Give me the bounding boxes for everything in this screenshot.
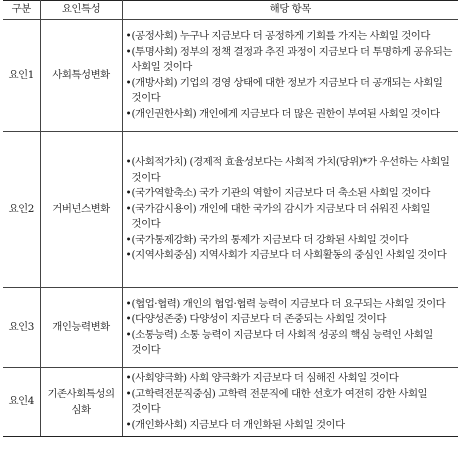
- factor-items: [122, 368, 458, 437]
- factor-items: [122, 20, 458, 132]
- item-text: (사회적가치) (경제적 효율성보다는 사회적 가치(당위)*가 우선하는 사회일 것이다: [131, 156, 450, 184]
- item-text: (국가역할축소) 국가 기관의 역할이 지금보다 더 축소된 사회일 것이다: [131, 187, 430, 200]
- item-text: (개인권한사회) 개인에게 지금보다 더 많은 권한이 부여된 사회일 것이다: [131, 107, 440, 120]
- table-row: [3, 132, 458, 288]
- factor-id: 요인2: [3, 132, 40, 288]
- list-item: [126, 312, 457, 328]
- item-text: (협업·협력) 개인의 협업·협력 능력이 지금보다 더 요구되는 사회일 것이다: [131, 297, 446, 310]
- bullet-icon: •: [125, 249, 132, 262]
- factor-id: 요인4: [3, 368, 40, 437]
- factor-id: 요인1: [3, 20, 40, 132]
- item-text: (개방사회) 기업의 경영 상태에 대한 정보가 지금보다 더 공개되는 사회일 것이다: [131, 76, 443, 104]
- list-item: [126, 328, 457, 359]
- bullet-icon: •: [125, 107, 132, 120]
- item-text: (투명사회) 정부의 정책 결정과 추진 과정이 지금보다 더 투명하게 공유되는 사회일 것이다: [131, 45, 453, 73]
- bullet-icon: •: [125, 76, 132, 89]
- list-item: [126, 371, 457, 387]
- item-text: (고학력전문직중심) 고학력 전문직에 대한 선호가 여전히 강한 사회일 것이다: [131, 387, 428, 415]
- factor-items: [122, 132, 458, 288]
- table-row: [3, 288, 458, 368]
- item-text: (국가감시용이) 개인에 대한 국가의 감시가 지금보다 더 쉬워진 사회일 것이다: [131, 202, 430, 231]
- factor-items: [122, 288, 458, 368]
- bullet-icon: •: [125, 372, 132, 384]
- header-factor-characteristic: 요인특성: [40, 1, 122, 20]
- item-text: (국가통제강화) 국가의 통제가 지금보다 더 강화된 사회일 것이다: [131, 233, 408, 246]
- item-text: (소통능력) 소통 능력이 지금보다 더 사회적 성공의 핵심 능력인 사회일 것이다: [131, 328, 433, 356]
- factor-name: 사회특성변화: [40, 20, 122, 132]
- header-category: 구분: [3, 1, 40, 20]
- list-item: [126, 186, 457, 202]
- header-row: [3, 1, 458, 20]
- list-item: [126, 155, 457, 186]
- item-text: (사회양극화) 사회 양극화가 지금보다 더 심해진 사회일 것이다: [131, 372, 399, 384]
- factor-name-line: 기존사회특성의: [47, 388, 115, 400]
- bullet-icon: •: [125, 387, 132, 400]
- factor-id: 요인3: [3, 288, 40, 368]
- list-item: [126, 297, 457, 313]
- list-item: [126, 233, 457, 249]
- factor-name: [40, 368, 122, 437]
- factor-name-line: 심화: [71, 404, 91, 416]
- table-row: [3, 20, 458, 132]
- bullet-icon: •: [125, 30, 132, 42]
- list-item: [126, 418, 457, 434]
- table-row: [3, 368, 458, 437]
- bullet-icon: •: [125, 233, 132, 246]
- list-item: [126, 45, 457, 76]
- item-text: (개인화사회) 지금보다 더 개인화된 사회일 것이다: [131, 418, 345, 431]
- bullet-icon: •: [125, 418, 132, 431]
- item-text: (지역사회중심) 지역사회가 지금보다 더 사회활동의 중심인 사회일 것이다: [131, 249, 447, 262]
- bullet-icon: •: [125, 297, 132, 310]
- list-item: [126, 387, 457, 418]
- list-item: [126, 29, 457, 45]
- bullet-icon: •: [125, 328, 132, 341]
- item-text: (다양성존중) 다양성이 지금보다 더 존중되는 사회일 것이다: [131, 313, 386, 325]
- list-item: [126, 248, 457, 264]
- bullet-icon: •: [125, 187, 132, 200]
- header-items: 해당 항목: [122, 1, 458, 20]
- bullet-icon: •: [125, 45, 132, 58]
- factor-name: 거버넌스변화: [40, 132, 122, 288]
- bullet-icon: •: [125, 202, 132, 215]
- list-item: [126, 202, 457, 233]
- bullet-icon: •: [125, 313, 132, 325]
- list-item: [126, 107, 457, 123]
- item-text: (공정사회) 누구나 지금보다 더 공정하게 기회를 가지는 사회일 것이다: [131, 30, 430, 42]
- list-item: [126, 76, 457, 107]
- factor-table: [3, 0, 458, 437]
- factor-name: 개인능력변화: [40, 288, 122, 368]
- bullet-icon: •: [125, 156, 132, 169]
